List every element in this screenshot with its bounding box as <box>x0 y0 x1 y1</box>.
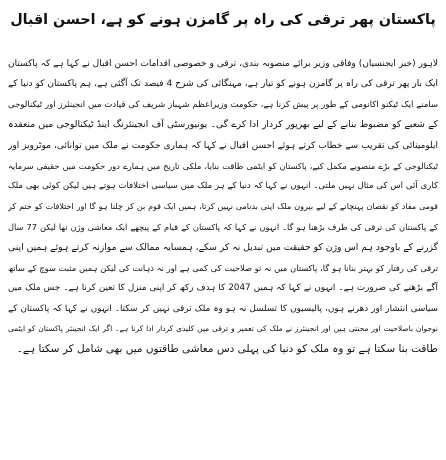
body-line: آگے بڑھنے کی ضرورت ہے۔ انہوں نے کہا کہ ہمیں 2047 کا ہدف رکھ کر اپنی منزل کا تعین کرنا ہے۔ جس ملک میں <box>8 283 438 294</box>
body-line: کے شعبے کو مضبوط بنانے کے لیے بھرپور کردار ادا کرے گی۔ یونیورسٹی آف انجینئرنگ اینڈ ٹیکنالوجی میں منعقدہ <box>8 119 438 131</box>
body-line: لاہور (خبر ایجنسیاں) وفاقی وزیر برائے منصوبہ بندی، ترقی و خصوصی اقدامات احسن اقبال نے کہا ہے کہ پاکستان <box>8 59 438 69</box>
body-line: کاری آئی اس کی مثال نہیں ملتی۔ انہوں نے کہا کہ دنیا کے ہر ملک میں سیاسی اختلافات ہوتے ہیں لیکن کوئی بھی ملک <box>8 181 438 192</box>
body-line: قومی مفاد کو نقصان پہنچانے کے لیے بیرون ملک اپنی بدنامی نہیں کرتا، ہمیں ایک قوم بن کر چلنا ہو گا اور اختلافات کو ختم کر <box>8 201 438 211</box>
body-line: ترقی کی رفتار کو بہتر بنانا ہو گا، پاکستان میں نہ تو صلاحیت کی کمی ہے اور نہ ذہانت کی لیکن ہمیں مثبت سوچ کے ساتھ <box>8 262 438 273</box>
body-line: کے پاکستان کی ترقی کی طرف بڑھنا ہو گا۔ انہوں نے کہا کہ پاکستان کے قیام کے پیچھے ایک معاشی وژن تھا لیکن 77 سال <box>8 222 438 233</box>
body-line: سیاسی انتشار اور دھرنے ہوں، پالیسیوں کا تسلسل نہ ہو وہ ملک ترقی نہیں کر سکتا۔ انہوں نے کہا کہ پاکستان کے <box>8 303 438 314</box>
body-line: گزرنے کے باوجود ہم اس وژن کو حقیقت میں تبدیل نہ کر سکے، ہمسایہ ممالک سے موازنہ کرتے ہوئے ہمیں اپنی <box>8 241 438 253</box>
body-line: طاقت بنا سکتا ہے تو وہ ملک کو دنیا کی پہلی دس معاشی طاقتوں میں بھی شامل کر سکتا ہے۔ <box>16 343 438 356</box>
body-line: ایلومینائی کی تقریب سے خطاب کرتے ہوئے احسن اقبال نے کہا کہ ہماری حکومت نے ملک میں توانائی، موٹرویز اور <box>8 140 438 151</box>
headline: پاکستان پھر ترقی کی راہ پر گامزن ہونے کو ہے، احسن اقبال <box>10 12 436 28</box>
article-body <box>8 54 438 360</box>
body-line: ٹیکنالوجی کے بڑے منصوبے مکمل کیے، پاکستان کو ایٹمی طاقت بنایا، ملکی تاریخ میں ہمارے دور حکومت میں حقیقی سرمایہ <box>8 160 438 171</box>
body-line: ایک بار پھر ترقی کی راہ پر گامزن ہونے کو تیار ہے، مہنگائی کی شرح 4 فیصد تک آگئی ہے، ہم پاکستان کو دنیا کے <box>8 79 438 90</box>
body-line: نوجوان باصلاحیت اور محنتی ہیں اور انجینئرز نے ملک کی تعمیر و ترقی میں کلیدی کردار ادا کرنا ہے۔ اگر ایک انجینئر پاکستان کو ایٹمی <box>8 324 438 334</box>
body-line: سامنے ایک ٹیکنو اکانومی کے طور پر پیش کرنا ہے، حکومت وزیراعظم شہباز شریف کی قیادت میں انجینئرز اور ٹیکنالوجی <box>8 99 438 110</box>
